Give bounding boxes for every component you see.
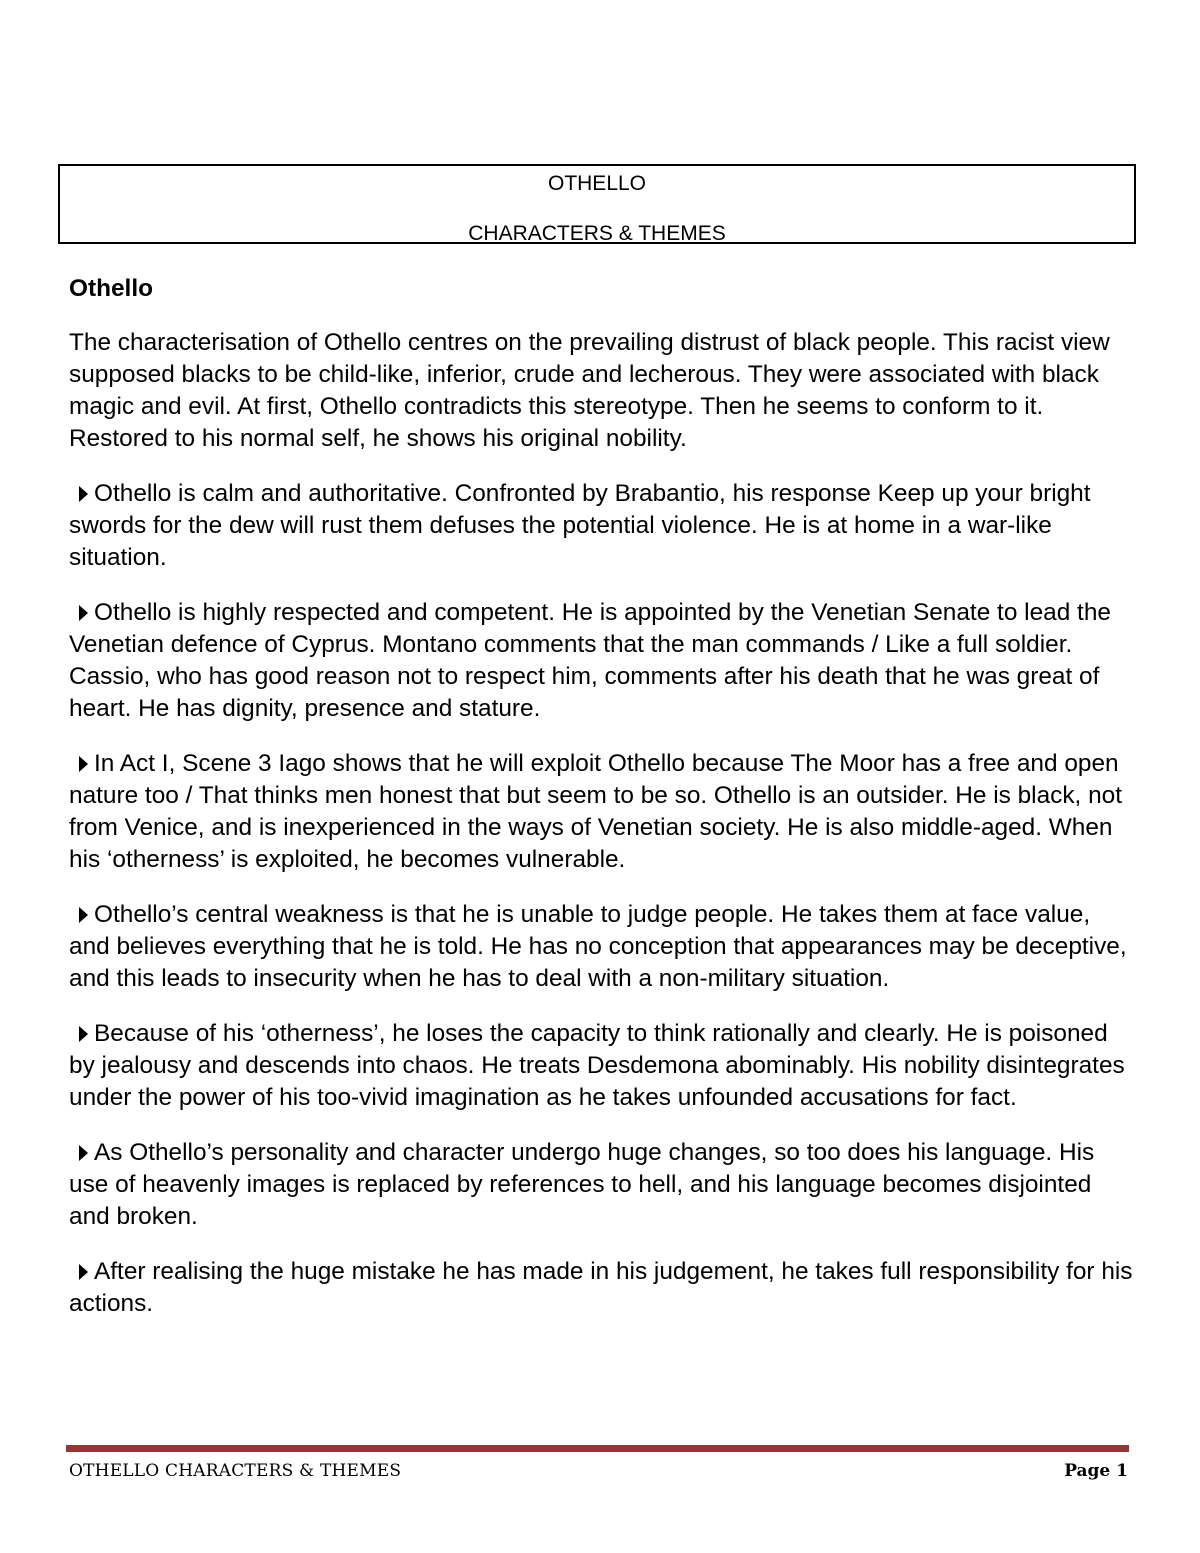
bullet-text: As Othello’s personality and character undergo huge changes, so too does his language. His use of heavenly images is replaced by references to hell, and his language becomes disjointed and broken. bbox=[69, 1139, 1095, 1230]
document-title: OTHELLO bbox=[547, 172, 647, 195]
triangle-bullet-icon bbox=[79, 1026, 88, 1042]
document-subtitle: CHARACTERS & THEMES bbox=[468, 222, 726, 245]
triangle-bullet-icon bbox=[79, 1145, 88, 1161]
bullet-paragraph bbox=[69, 899, 1134, 995]
bullet-paragraph bbox=[69, 1256, 1134, 1320]
footer-divider bbox=[66, 1445, 1129, 1452]
bullet-paragraph bbox=[69, 748, 1134, 876]
bullet-text: Othello’s central weakness is that he is unable to judge people. He takes them at face value, and believes everything that he is told. He has no conception that appearances may be deceptive, and this leads to insecurity when he has to deal with a non-military situation. bbox=[69, 901, 1127, 992]
bullet-text: Othello is highly respected and competent. He is appointed by the Venetian Senate to lead the Venetian defence of Cyprus. Montano comments that the man commands / Like a full soldier. Cassio, who has good reason not to respect him, comments after his death that he was great of heart. He has dignity, presence and stature. bbox=[69, 599, 1111, 722]
footer-title: OTHELLO CHARACTERS & THEMES bbox=[69, 1461, 402, 1481]
bullet-text: Othello is calm and authoritative. Confronted by Brabantio, his response Keep up your bright swords for the dew will rust them defuses the potential violence. He is at home in a war-like situation. bbox=[69, 480, 1091, 571]
bullet-text: Because of his ‘otherness’, he loses the capacity to think rationally and clearly. He is poisoned by jealousy and descends into chaos. He treats Desdemona abominably. His nobility disintegrates under the power of his too-vivid imagination as he takes unfounded accusations for fact. bbox=[69, 1020, 1125, 1111]
bullet-paragraph bbox=[69, 1018, 1134, 1114]
triangle-bullet-icon bbox=[79, 605, 88, 621]
intro-paragraph: The characterisation of Othello centres on the prevailing distrust of black people. This racist view supposed blacks to be child-like, inferior, crude and lecherous. They were associated with black magic and evil. At first, Othello contradicts this stereotype. Then he seems to conform to it. Restored to his normal self, he shows his original nobility. bbox=[69, 329, 1110, 452]
triangle-bullet-icon bbox=[79, 756, 88, 772]
bullet-text: In Act I, Scene 3 Iago shows that he will exploit Othello because The Moor has a free and open nature too / That thinks men honest that but seem to be so. Othello is an outsider. He is black, not from Venice, and is inexperienced in the ways of Venetian society. He is also middle-aged. When his ‘otherness’ is exploited, he becomes vulnerable. bbox=[69, 750, 1123, 873]
triangle-bullet-icon bbox=[79, 486, 88, 502]
section-heading: Othello bbox=[69, 275, 154, 302]
document-body bbox=[69, 274, 1134, 1343]
page-number: Page 1 bbox=[1064, 1461, 1128, 1481]
bullet-paragraph bbox=[69, 597, 1134, 725]
bullet-text: After realising the huge mistake he has made in his judgement, he takes full responsibility for his actions. bbox=[69, 1258, 1133, 1317]
triangle-bullet-icon bbox=[79, 907, 88, 923]
bullet-paragraph bbox=[69, 1137, 1134, 1233]
triangle-bullet-icon bbox=[79, 1264, 88, 1280]
title-box bbox=[58, 164, 1136, 244]
bullet-paragraph bbox=[69, 478, 1134, 574]
